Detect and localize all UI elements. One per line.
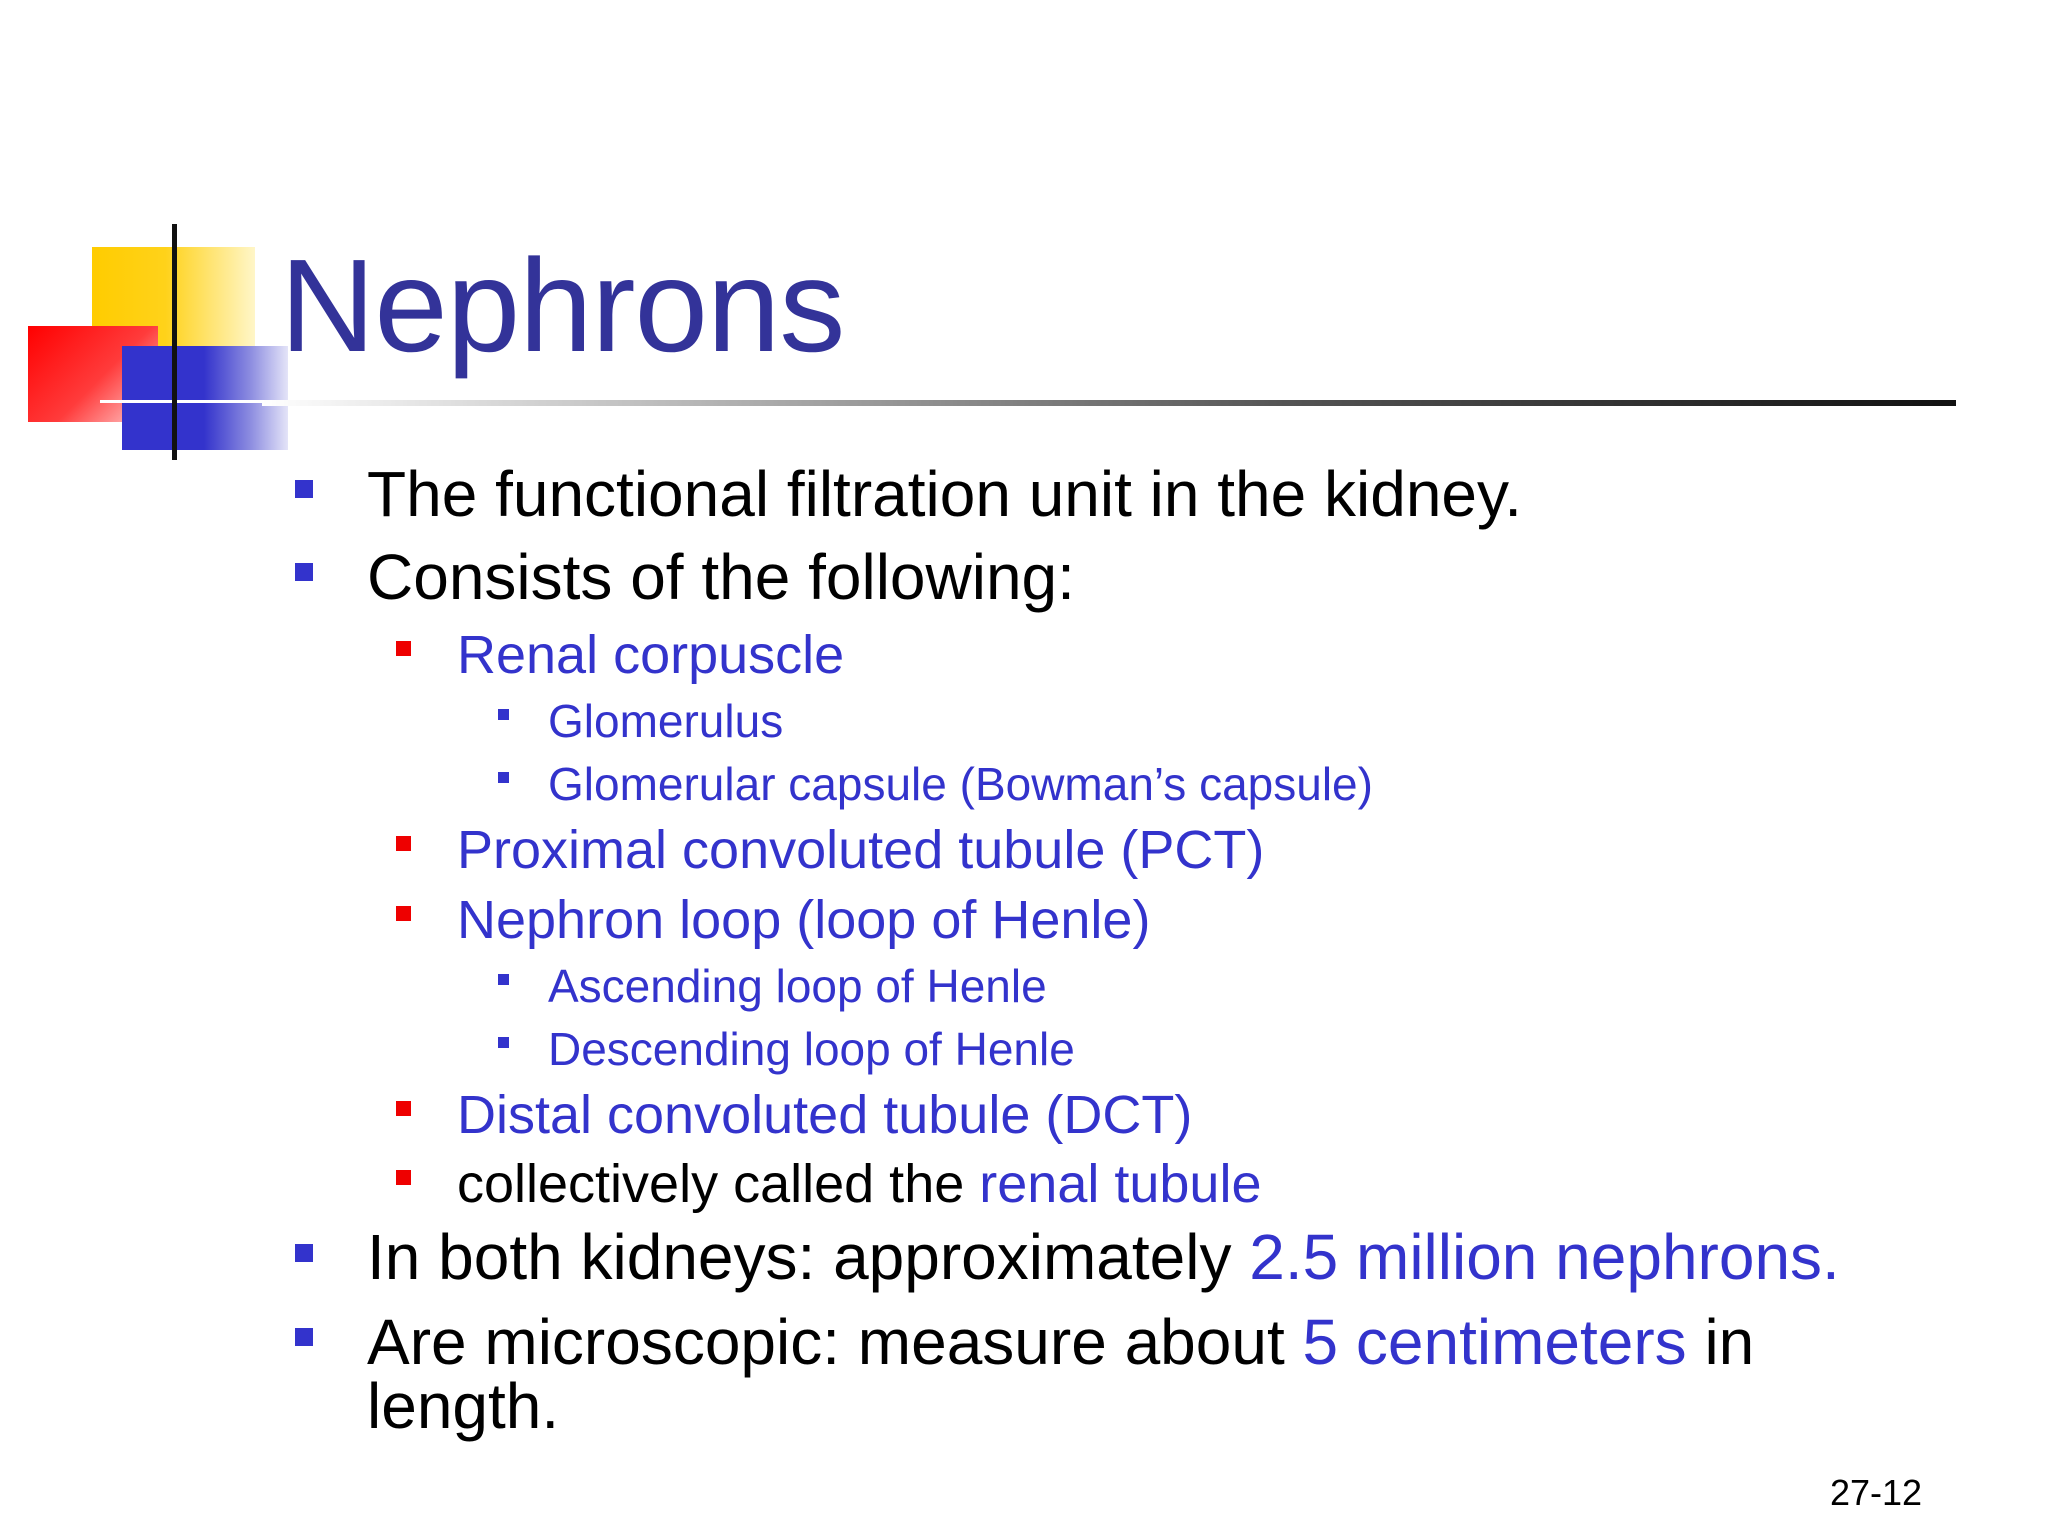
sub-sub-bullet-text: Glomerulus bbox=[548, 695, 784, 747]
bullet-square-icon bbox=[396, 906, 411, 921]
bullet-text: The functional filtration unit in the kidney. bbox=[367, 458, 1523, 530]
bullet-square-icon bbox=[498, 974, 509, 985]
decor-vertical-line bbox=[172, 224, 177, 460]
sub-bullet-text: Distal convoluted tubule (DCT) bbox=[457, 1085, 1193, 1145]
bullet-square-icon bbox=[295, 1244, 313, 1262]
bullet-text bbox=[367, 1221, 1840, 1293]
bullet-square-icon bbox=[295, 480, 313, 498]
sub-bullet-text bbox=[457, 1154, 1262, 1214]
sub-sub-bullet-text: Descending loop of Henle bbox=[548, 1023, 1075, 1075]
slide-title: Nephrons bbox=[280, 232, 845, 379]
bullet-square-icon bbox=[396, 836, 411, 851]
sub-bullet-text: Nephron loop (loop of Henle) bbox=[457, 890, 1151, 950]
bullet-square-icon bbox=[396, 1101, 411, 1116]
decor-blue-gradient-square bbox=[204, 346, 288, 450]
bullet-square-icon bbox=[295, 563, 313, 581]
bullet-text bbox=[367, 1306, 1755, 1378]
title-underline bbox=[262, 400, 1956, 406]
text-highlight: 5 centimeters bbox=[1302, 1306, 1687, 1378]
decor-white-line bbox=[100, 400, 270, 403]
sub-bullet-text: Proximal convoluted tubule (PCT) bbox=[457, 820, 1265, 880]
decor-blue-square bbox=[122, 346, 204, 450]
text-normal: in bbox=[1686, 1306, 1755, 1378]
bullet-square-icon bbox=[498, 1037, 509, 1048]
bullet-square-icon bbox=[396, 1170, 411, 1185]
text-normal: In both kidneys: approximately bbox=[367, 1221, 1250, 1293]
text-normal: collectively called the bbox=[457, 1154, 980, 1214]
bullet-square-icon bbox=[498, 772, 509, 783]
sub-bullet-text: Renal corpuscle bbox=[457, 625, 845, 685]
bullet-square-icon bbox=[498, 709, 509, 720]
text-highlight: 2.5 million nephrons. bbox=[1249, 1221, 1840, 1293]
text-highlight: renal tubule bbox=[979, 1154, 1262, 1214]
bullet-square-icon bbox=[295, 1328, 313, 1346]
sub-sub-bullet-text: Glomerular capsule (Bowman’s capsule) bbox=[548, 758, 1373, 810]
bullet-square-icon bbox=[396, 641, 411, 656]
page-number: 27-12 bbox=[1830, 1472, 1923, 1513]
bullet-text: Consists of the following: bbox=[367, 541, 1075, 613]
sub-sub-bullet-text: Ascending loop of Henle bbox=[548, 960, 1047, 1012]
text-normal: Are microscopic: measure about bbox=[367, 1306, 1303, 1378]
bullet-text-continuation: length. bbox=[367, 1370, 560, 1442]
